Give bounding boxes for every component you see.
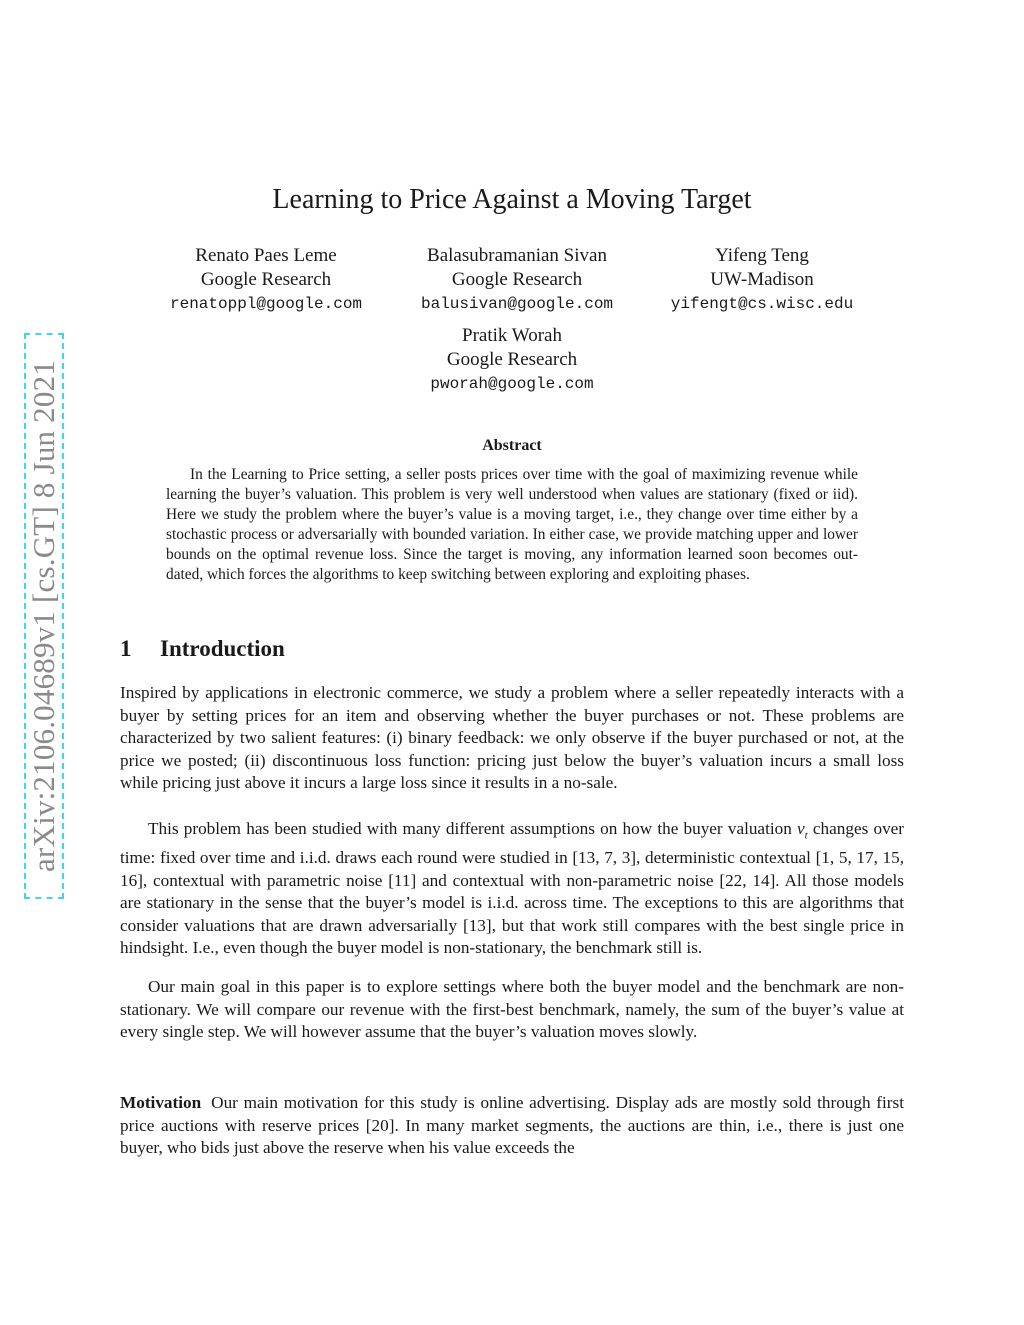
- author-email: balusivan@google.com: [420, 295, 614, 313]
- author-email: pworah@google.com: [430, 375, 594, 393]
- math-subscript: t: [804, 829, 808, 842]
- arxiv-stamp: [24, 333, 64, 899]
- intro-paragraph-1: Inspired by applications in electronic commerce, we study a problem where a seller repeatedly interacts with a buyer by setting prices for an item and observing whether the buyer purchases or not. These problems are characterized by two salient features: (i) binary feedback: we only observe if the buyer purchased or not, at the price we posted; (ii) discontinuous loss function: pricing just below the buyer’s valuation incurs a small loss while pricing just above it incurs a large loss since it results in a no-sale.: [120, 683, 904, 793]
- author-name: Yifeng Teng: [715, 245, 809, 266]
- author-block-3: [652, 244, 872, 316]
- math-variable: [797, 819, 808, 842]
- abstract-heading: Abstract: [482, 437, 542, 454]
- paragraph-text: Our main motivation for this study is online advertising. Display ads are mostly sold through first price auctions with reserve prices [20]. In many market segments, the auctions are thin, i.e., there is just one buyer, who bids just above the reserve when his value exceeds the: [120, 1093, 904, 1158]
- author-block-4: [400, 324, 624, 396]
- author-email: yifengt@cs.wisc.edu: [670, 295, 854, 313]
- author-affiliation: Google Research: [446, 349, 578, 370]
- arxiv-stamp-text: arXiv:2106.04689v1 [cs.GT] 8 Jun 2021: [26, 360, 61, 872]
- author-name: Pratik Worah: [462, 325, 562, 346]
- section-title: Introduction: [160, 636, 285, 661]
- author-name: Renato Paes Leme: [195, 245, 337, 266]
- author-affiliation: Google Research: [200, 269, 332, 290]
- intro-paragraph-2: [120, 818, 904, 960]
- author-block-2: [400, 244, 634, 316]
- abstract-text: In the Learning to Price setting, a seller posts prices over time with the goal of maximizing revenue while learning the buyer’s valuation. This problem is very well understood when values are stationary (fixed or iid). Here we study the problem where the buyer’s value is a moving target, i.e., they change over time either by a stochastic process or adversarially with bounded variation. In either case, we provide matching upper and lower bounds on the optimal revenue loss. Since the target is moving, any information learned soon becomes out-dated, which forces the algorithms to keep switching between exploring and exploiting phases.: [166, 466, 858, 584]
- paper-title: Learning to Price Against a Moving Target: [272, 184, 752, 215]
- math-symbol: v: [797, 819, 805, 838]
- section-number: 1: [120, 636, 132, 661]
- intro-paragraph-3: Our main goal in this paper is to explore settings where both the buyer model and the benchmark are non-stationary. We will compare our revenue with the first-best benchmark, namely, the sum of the buyer’s value at every single step. We will however assume that the buyer’s valuation moves slowly.: [120, 977, 904, 1042]
- author-affiliation: UW-Madison: [710, 269, 814, 290]
- section-heading: [120, 636, 285, 662]
- motivation-heading: Motivation: [120, 1093, 202, 1112]
- author-name: Balasubramanian Sivan: [427, 245, 607, 266]
- author-email: renatoppl@google.com: [169, 295, 363, 313]
- author-block-1: [150, 244, 382, 316]
- paragraph-text: This problem has been studied with many different assumptions on how the buyer valuation: [148, 819, 792, 838]
- paragraph-text: changes over time: fixed over time and i.i.d. draws each round were studied in [13, 7, 3], deterministic contextual [1, 5, 17, 15, 16], contextual with parametric noise [11] and contextual with non-parametric noise [22, 14]. All those models are stationary in the sense that the buyer’s model is i.i.d. across time. The exceptions to this are algorithms that consider valuations that are drawn adversarially [13], but that work still compares with the best single price in hindsight. I.e., even though the buyer model is non-stationary, the benchmark still is.: [120, 819, 905, 958]
- motivation-paragraph: [120, 1092, 904, 1160]
- author-affiliation: Google Research: [451, 269, 583, 290]
